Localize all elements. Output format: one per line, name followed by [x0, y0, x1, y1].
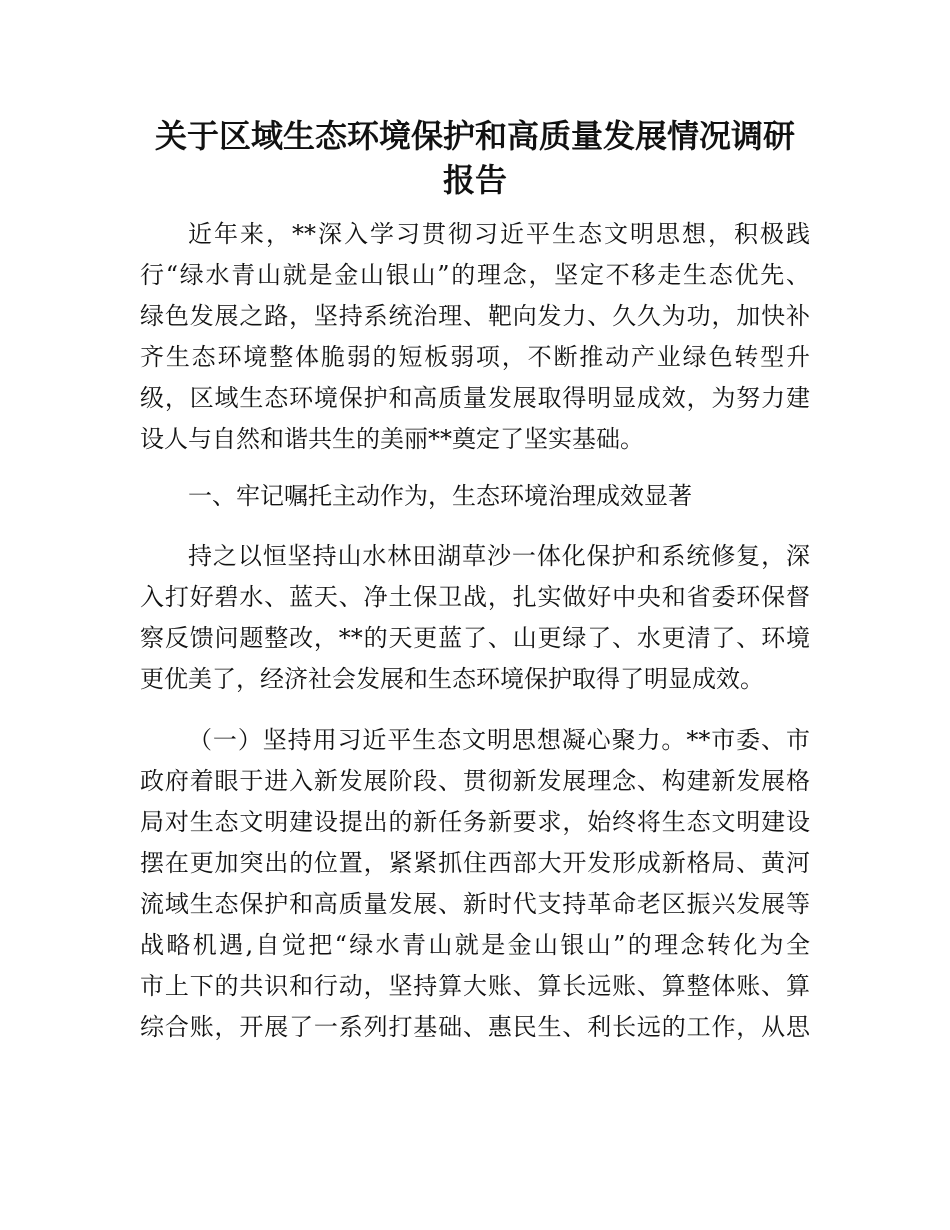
paragraph-line: 级，区域生态环境保护和高质量发展取得明显成效，为努力建	[140, 384, 810, 412]
section-heading: 一、牢记嘱托主动作为，生态环境治理成效显著	[188, 482, 692, 510]
paragraph-line: 察反馈问题整改，**的天更蓝了、山更绿了、水更清了、环境	[140, 624, 810, 652]
paragraph-line: 流域生态保护和高质量发展、新时代支持革命老区振兴发展等	[140, 890, 810, 918]
paragraph-line: （一）坚持用习近平生态文明思想凝心聚力。**市委、市	[188, 726, 810, 754]
paragraph-line: 入打好碧水、蓝天、净土保卫战，扎实做好中央和省委环保督	[140, 583, 810, 611]
paragraph-line: 行“绿水青山就是金山银山”的理念，坚定不移走生态优先、	[140, 261, 810, 289]
document-title-line-2: 报告	[442, 161, 507, 199]
paragraph-line: 近年来，**深入学习贯彻习近平生态文明思想，积极践	[188, 220, 810, 248]
paragraph-line: 绿色发展之路，坚持系统治理、靶向发力、久久为功，加快补	[140, 302, 810, 330]
paragraph-line: 齐生态环境整体脆弱的短板弱项，不断推动产业绿色转型升	[140, 343, 810, 371]
paragraph-line: 政府着眼于进入新发展阶段、贯彻新发展理念、构建新发展格	[140, 767, 810, 795]
paragraph-line: 综合账，开展了一系列打基础、惠民生、利长远的工作，从思	[140, 1013, 810, 1041]
paragraph-line: 持之以恒坚持山水林田湖草沙一体化保护和系统修复，深	[188, 542, 810, 570]
document-title-line-1: 关于区域生态环境保护和高质量发展情况调研	[154, 117, 795, 155]
paragraph-line: 摆在更加突出的位置，紧紧抓住西部大开发形成新格局、黄河	[140, 849, 810, 877]
paragraph-line: 设人与自然和谐共生的美丽**奠定了坚实基础。	[140, 425, 644, 453]
paragraph-line: 更优美了，经济社会发展和生态环境保护取得了明显成效。	[140, 665, 764, 693]
paragraph-line: 市上下的共识和行动，坚持算大账、算长远账、算整体账、算	[140, 972, 810, 1000]
paragraph-line: 局对生态文明建设提出的新任务新要求，始终将生态文明建设	[140, 808, 810, 836]
paragraph-line: 战略机遇,自觉把“绿水青山就是金山银山”的理念转化为全	[140, 931, 810, 959]
